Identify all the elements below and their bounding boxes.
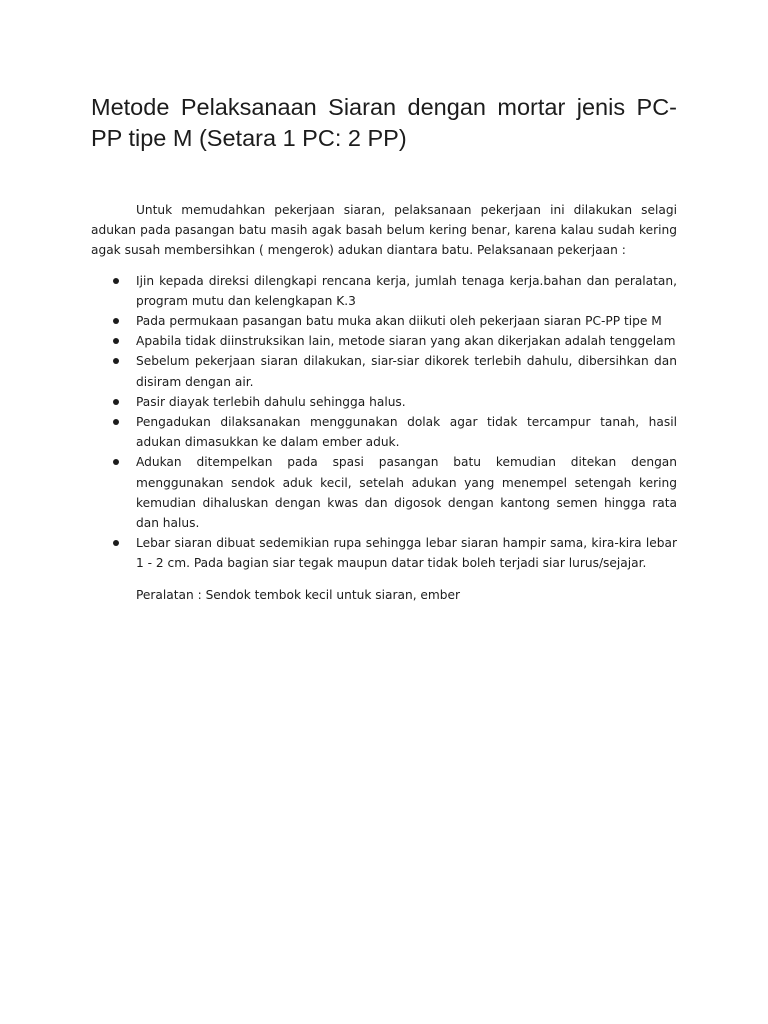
bullet-icon: [113, 459, 119, 465]
list-item-text: Adukan ditempelkan pada spasi pasangan batu kemudian ditekan dengan menggunakan sendok aduk kecil, setelah adukan yang menempel setengah kering kemudian dihaluskan dengan kwas dan digosok dengan kantong semen hingga rata dan halus.: [136, 455, 677, 531]
list-item: [91, 392, 677, 412]
document-body: [91, 200, 677, 605]
equipment-paragraph: Peralatan : Sendok tembok kecil untuk siaran, ember: [136, 587, 461, 602]
list-item-text: Sebelum pekerjaan siaran dilakukan, siar-siar dikorek terlebih dahulu, dibersihkan dan disiram dengan air.: [136, 354, 677, 389]
list-item-text: Ijin kepada direksi dilengkapi rencana kerja, jumlah tenaga kerja.bahan dan peralatan, program mutu dan kelengkapan K.3: [136, 273, 677, 308]
list-item: [91, 271, 677, 311]
document-title: Metode Pelaksanaan Siaran dengan mortar jenis PC-PP tipe M (Setara 1 PC: 2 PP): [91, 94, 677, 151]
list-item: [91, 311, 677, 331]
list-item: [91, 452, 677, 533]
bullet-icon: [113, 399, 119, 405]
list-item-text: Pada permukaan pasangan batu muka akan diikuti oleh pekerjaan siaran PC-PP tipe M: [136, 314, 662, 329]
list-item: [91, 533, 677, 573]
bullet-icon: [113, 338, 119, 344]
list-item: [91, 351, 677, 391]
bullet-icon: [113, 358, 119, 364]
bullet-icon: [113, 318, 119, 324]
list-item: [91, 412, 677, 452]
bullet-icon: [113, 419, 119, 425]
list-item-text: Apabila tidak diinstruksikan lain, metode siaran yang akan dikerjakan adalah tenggelam: [136, 334, 676, 349]
list-item-text: Pengadukan dilaksanakan menggunakan dolak agar tidak tercampur tanah, hasil adukan dimasukkan ke dalam ember aduk.: [136, 415, 677, 450]
intro-paragraph: Untuk memudahkan pekerjaan siaran, pelaksanaan pekerjaan ini dilakukan selagi adukan pada pasangan batu masih agak basah belum kering benar, karena kalau sudah kering agak susah membersihkan ( mengerok) adukan diantara batu. Pelaksanaan pekerjaan :: [91, 203, 677, 258]
list-item-text: Lebar siaran dibuat sedemikian rupa sehingga lebar siaran hampir sama, kira-kira lebar 1 - 2 cm. Pada bagian siar tegak maupun datar tidak boleh terjadi siar lurus/sejajar.: [136, 536, 677, 571]
bullet-icon: [113, 540, 119, 546]
bullet-icon: [113, 278, 119, 284]
list-item: [91, 331, 677, 351]
list-item-text: Pasir diayak terlebih dahulu sehingga halus.: [136, 394, 406, 409]
bullet-list: [91, 271, 677, 574]
